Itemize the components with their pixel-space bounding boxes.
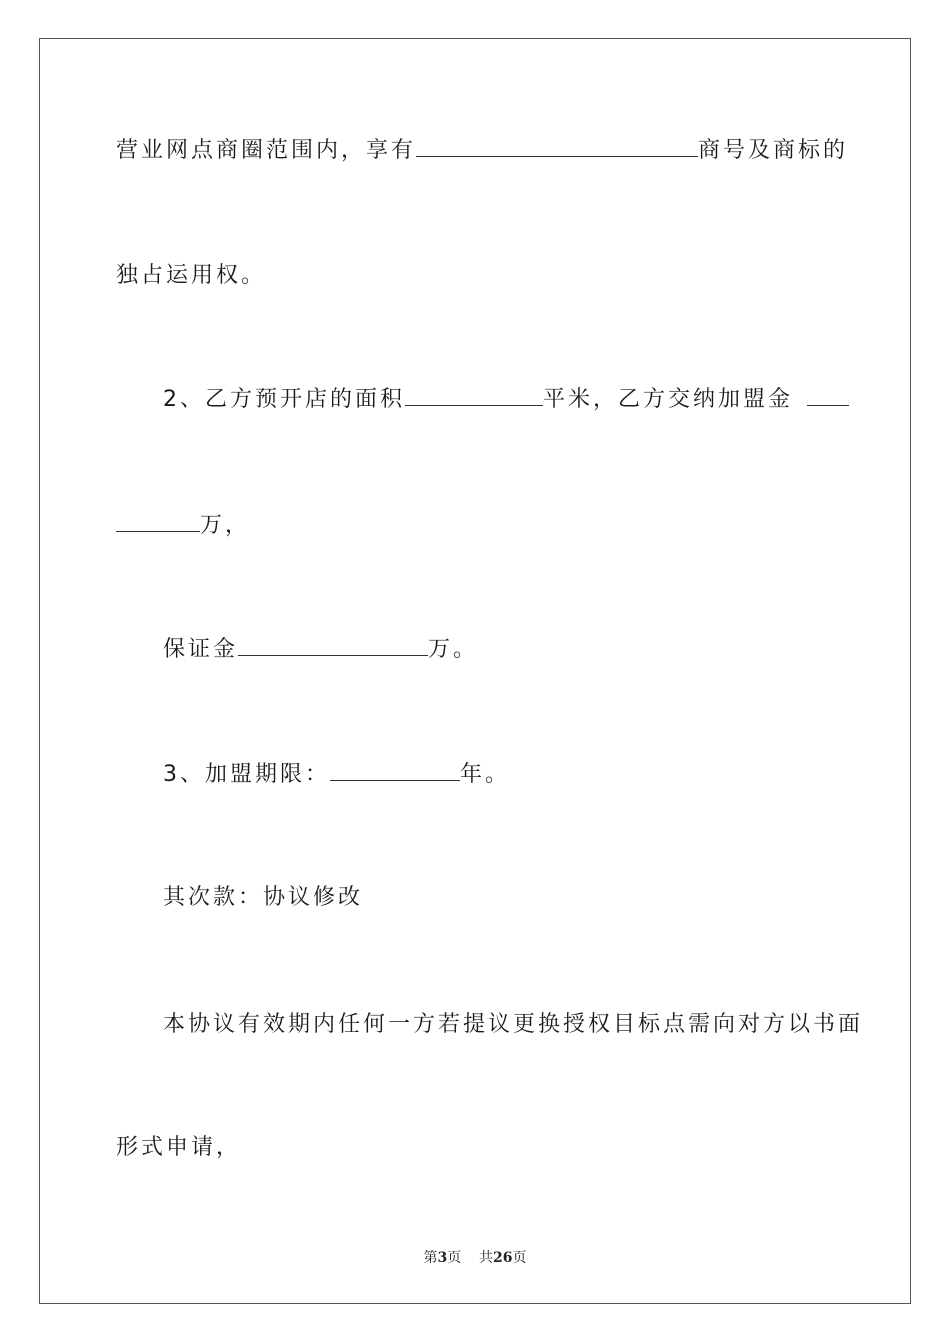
footer-total-prefix: 共 bbox=[479, 1250, 494, 1266]
footer-total-pages: 26 bbox=[493, 1250, 513, 1266]
blank-field-term-years[interactable] bbox=[330, 760, 460, 781]
line7-text: 其次款：协议修改 bbox=[163, 885, 364, 910]
line5-text-before: 保证金 bbox=[163, 637, 239, 662]
footer-total-suffix: 页 bbox=[512, 1250, 527, 1266]
line1-text-after: 商号及商标的 bbox=[698, 138, 849, 163]
line6-text-before: 3、加盟期限： bbox=[163, 762, 330, 787]
line3-text-middle: 平米，乙方交纳加盟金 bbox=[543, 387, 794, 412]
line8-text: 本协议有效期内任何一方若提议更换授权目标点需向对方以书面 bbox=[163, 1012, 864, 1037]
text-line-9 bbox=[116, 1133, 241, 1163]
text-line-1 bbox=[116, 136, 848, 166]
blank-field-deposit[interactable] bbox=[238, 635, 428, 656]
blank-field-trade-name[interactable] bbox=[416, 136, 698, 157]
line6-text-after: 年。 bbox=[460, 762, 511, 787]
line5-text-after: 万。 bbox=[428, 637, 479, 662]
text-line-2 bbox=[116, 261, 266, 291]
text-line-5 bbox=[163, 635, 478, 665]
footer-page-number: 3 bbox=[437, 1250, 448, 1266]
line1-text-before: 营业网点商圈范围内，享有 bbox=[116, 138, 417, 163]
text-line-8 bbox=[163, 1010, 863, 1040]
blank-field-franchise-fee-start[interactable] bbox=[807, 385, 849, 406]
line3-text-before: 2、乙方预开店的面积 bbox=[163, 387, 405, 412]
page-footer bbox=[0, 1247, 950, 1267]
section-heading bbox=[163, 883, 363, 913]
blank-field-area[interactable] bbox=[405, 385, 543, 406]
footer-page-suffix: 页 bbox=[447, 1250, 462, 1266]
page-frame bbox=[39, 38, 911, 1304]
text-line-4 bbox=[116, 511, 250, 541]
line2-text: 独占运用权。 bbox=[116, 263, 267, 288]
blank-field-franchise-fee-end[interactable] bbox=[116, 511, 200, 532]
line9-text: 形式申请， bbox=[116, 1135, 242, 1160]
line4-text-after: 万， bbox=[200, 513, 251, 538]
text-line-6 bbox=[163, 760, 510, 790]
footer-page-prefix: 第 bbox=[423, 1250, 438, 1266]
text-line-3 bbox=[163, 385, 849, 415]
